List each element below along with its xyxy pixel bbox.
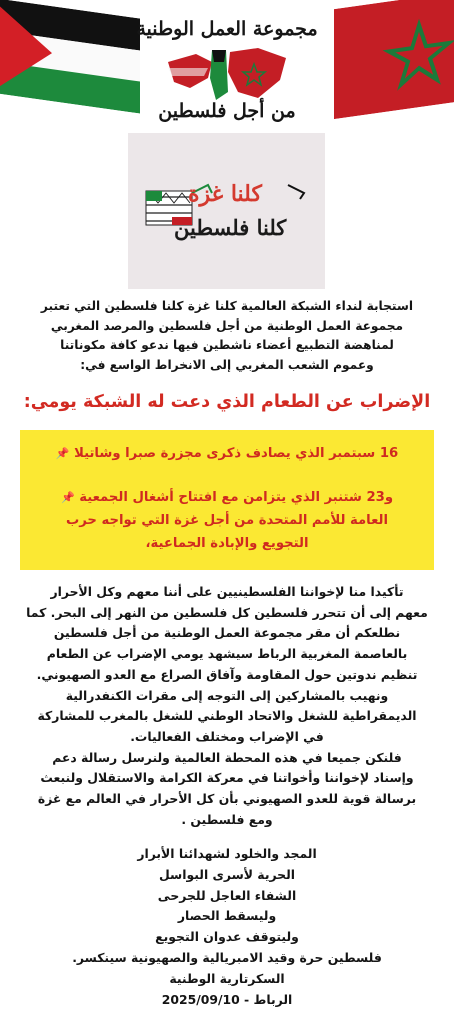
intro-line: وعموم الشعب المغربي إلى الانخراط الواسع في: <box>80 357 374 372</box>
body-line: بالعاصمة المغربية الرباط سيشهد يومي الإضراب عن الطعام <box>46 646 408 662</box>
body-line: ومع فلسطين . <box>181 811 273 827</box>
header-subtitle: من أجل فلسطين <box>158 100 296 122</box>
date-item-text: 16 سبتمبر الذي يصادف ذكرى مجزرة صبرا وشاتيلا <box>74 446 399 461</box>
body-line: تنظيم ندوتين حول المقاومة وآفاق الصراع مع العدو الصهيوني. <box>36 666 418 682</box>
keffiyeh-pattern-icon <box>128 133 325 289</box>
signature-line: السكرتارية الوطنية <box>169 970 285 986</box>
dates-highlight-box <box>20 430 434 570</box>
body-paragraph <box>8 582 446 830</box>
date-item-line <box>26 486 428 509</box>
header-title: مجموعة العمل الوطنية <box>136 18 318 40</box>
strike-headline: الإضراب عن الطعام الذي دعت له الشبكة يومي: <box>23 392 431 412</box>
logo-line-palestine: كلنا فلسطين <box>174 215 287 240</box>
pushpin-icon: 📌 <box>55 447 70 460</box>
body-line: فلنكن جميعا في هذه المحطة العالمية ولنرسل رسالة دعم <box>52 749 402 765</box>
slogan-line: فلسطين حرة وقيد الامبريالية والصهيونية سينكسر. <box>72 949 382 965</box>
slogan-line: وليتوقف عدوان التجويع <box>155 929 299 945</box>
campaign-logo <box>128 133 325 289</box>
body-line: تأكيدا منا لإخواننا الفلسطينيين على أننا معهم وكل الأحرار <box>50 584 404 599</box>
body-line: نطلعكم أن مقر مجموعة العمل الوطنية من أجل فلسطين <box>53 625 401 641</box>
date-item-23 <box>26 486 428 555</box>
body-line: وإسناد لإخواننا وأخواتنا في معركة الكرامة والاستقلال ولنبعث <box>40 770 414 786</box>
intro-line: استجابة لنداء الشبكة العالمية كلنا غزة كلنا فلسطين التي تعتبر <box>40 299 414 313</box>
intro-paragraph <box>8 297 446 375</box>
intro-line: لمناهضة التطبيع أعضاء ناشطين فيها ندعو كافة مكوناتنا <box>60 338 394 352</box>
body-line: في الإضراب ومختلف الفعاليات. <box>130 728 324 744</box>
slogan-line: وليسقط الحصار <box>177 908 277 924</box>
logo-line-gaza: كلنا غزة <box>188 181 262 207</box>
body-line: برسالة قوية للعدو الصهيوني بأن كل الأحرار في العالم مع غزة <box>37 791 417 807</box>
date-item-text: و23 شتنبر الذي يتزامن مع افتتاح أشغال الجمعية <box>79 490 394 505</box>
date-item-line: العامة للأمم المتحدة من أجل غزة التي تواجه حرب <box>65 513 389 528</box>
closing-slogans <box>8 844 446 1010</box>
slogan-line: الشفاء العاجل للجرحى <box>157 887 297 903</box>
date-item-16 <box>26 442 428 465</box>
body-line: معهم إلى أن تتحرر فلسطين كل فلسطين من النهر إلى البحر. كما <box>26 604 428 620</box>
slogan-line: الحرية لأسرى البواسل <box>158 866 296 882</box>
intro-line: مجموعة العمل الوطنية من أجل فلسطين والمرصد المغربي <box>50 318 404 333</box>
date-item-line: التجويع والإبادة الجماعية، <box>145 536 309 551</box>
map-emblem-icon <box>168 48 286 100</box>
pushpin-icon: 📌 <box>60 491 75 504</box>
body-line: ونهيب بالمشاركين إلى التوجه إلى مقرات الكنفدرالية <box>65 687 389 703</box>
slogan-line: المجد والخلود لشهدائنا الأبرار <box>137 846 317 861</box>
body-line: الديمقراطية للشغل والاتحاد الوطني للشغل بالمغرب للمشاركة <box>37 708 417 724</box>
header-banner <box>0 0 454 130</box>
date-line: الرباط - 2025/09/10 <box>161 991 293 1007</box>
